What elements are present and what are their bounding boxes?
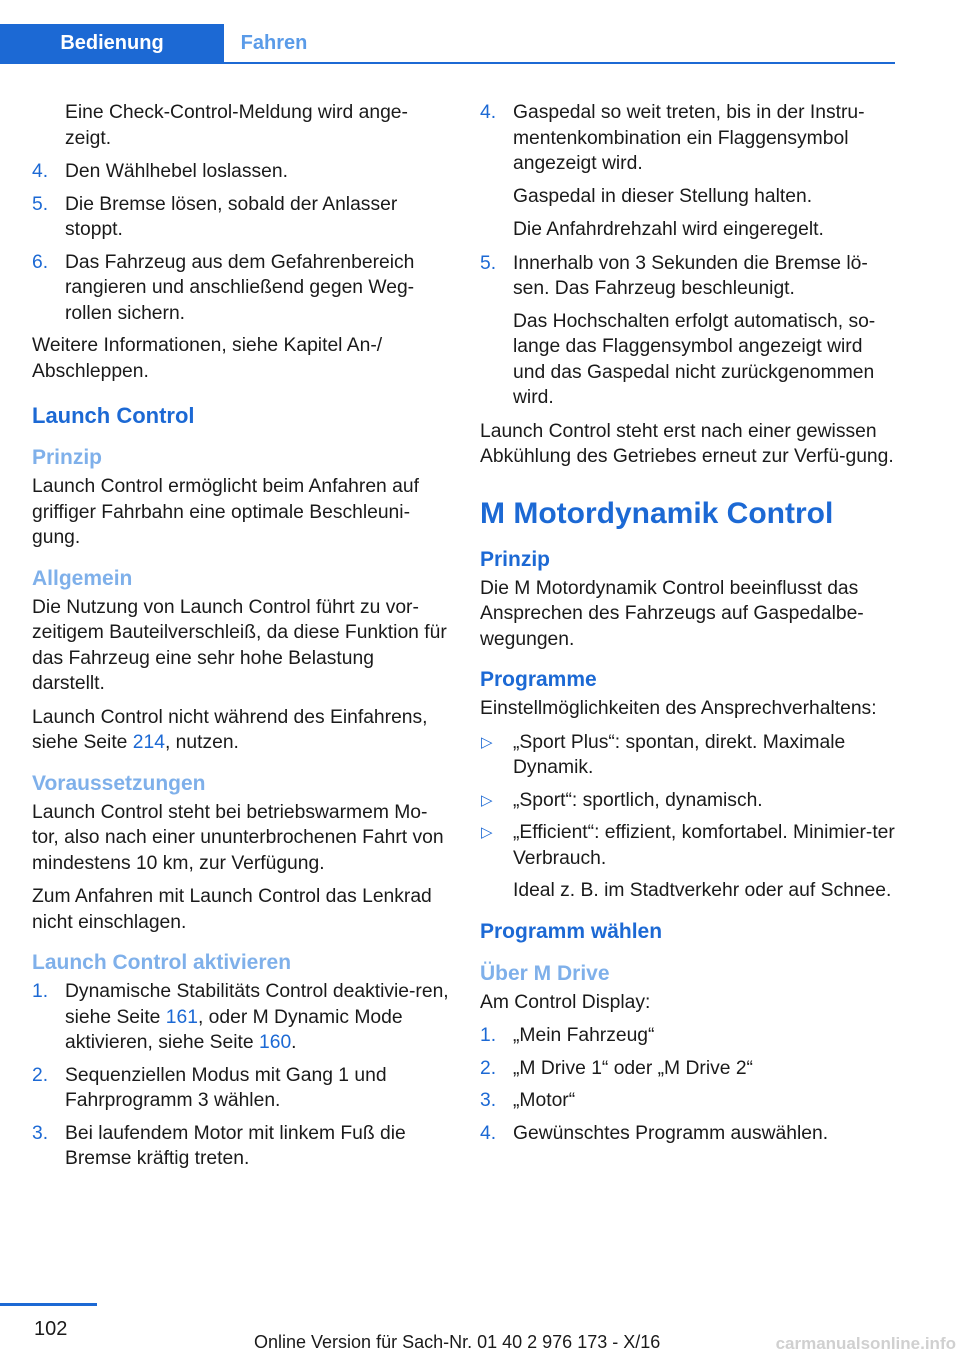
list-number: 3. [480, 1090, 497, 1111]
list-number: 3. [32, 1122, 49, 1144]
list-number: 6. [32, 251, 49, 273]
paragraph-more-info: Weitere Informationen, siehe Kapitel An-/ Abschleppen. [32, 335, 383, 382]
footer-version: Online Version für Sach-Nr. 01 40 2 976 173 - X/16 [254, 1332, 661, 1352]
heading-launch-control: Launch Control [32, 403, 195, 428]
continuation-text: Eine Check-Control-Meldung wird ange-zeigt. [65, 102, 408, 149]
tab-bedienung[interactable]: Bedienung [0, 24, 224, 62]
footer-rule [0, 1303, 97, 1306]
page-link-160[interactable]: 160 [259, 1032, 292, 1053]
text: . [291, 1032, 297, 1053]
list-text: Innerhalb von 3 Sekunden die Bremse lö-sen. Das Fahrzeug beschleunigt. [513, 252, 868, 299]
paragraph-abkuehlung: Launch Control steht erst nach einer gewissen Abkühlung des Getriebes erneut zur Verfü-gung. [480, 420, 894, 467]
list-number: 1. [32, 981, 49, 1002]
paragraph-voraussetzungen-1: Launch Control steht bei betriebswarmem Mo-tor, also nach einer ununterbrochenen Fahrt von mindestens 10 km, zur Verfügung. [32, 801, 444, 874]
bullet-item [480, 820, 896, 871]
heading-m-motordynamik-control: M Motordynamik Control [480, 496, 834, 530]
heading-launch-control-aktivieren: Launch Control aktivieren [32, 951, 292, 974]
section-tab-bar [0, 24, 895, 64]
list-number: 5. [32, 193, 49, 215]
page-link-214[interactable]: 214 [132, 732, 165, 753]
heading-ueber-m-drive: Über M Drive [480, 961, 610, 985]
list-number: 2. [32, 1064, 49, 1086]
list-text: Bei laufendem Motor mit linkem Fuß die Bremse kräftig treten. [65, 1122, 406, 1169]
bullet-item [480, 788, 896, 814]
list-item [32, 250, 450, 327]
list-text: Den Wählhebel loslassen. [65, 161, 288, 182]
heading-programme: Programme [480, 668, 597, 691]
paragraph-allgemein: Die Nutzung von Launch Control führt zu vor-zeitigem Bauteilverschleiß, da diese Funktion für das Fahrzeug eine sehr hohe Belastung darstellt. [32, 596, 447, 694]
list-number: 4. [32, 161, 49, 182]
list-item [480, 100, 896, 177]
continuation-text: Das Hochschalten erfolgt automatisch, so-lange das Flaggensymbol angezeigt wird und das Gaspedal nicht zurückgenommen wird. [513, 310, 876, 408]
list-item [480, 1056, 896, 1082]
text: , oder M Dynamic Mode aktivieren, siehe Seite [65, 1006, 403, 1053]
paragraph-einfahren [32, 705, 450, 756]
continuation-text: Die Anfahrdrehzahl wird eingeregelt. [513, 219, 824, 240]
list-item [480, 1121, 896, 1147]
list-number: 2. [480, 1057, 497, 1079]
paragraph-voraussetzungen-2: Zum Anfahren mit Launch Control das Lenkrad nicht einschlagen. [32, 886, 432, 933]
list-text: „Motor“ [513, 1090, 576, 1111]
paragraph-prinzip: Launch Control ermöglicht beim Anfahren auf griffiger Fahrbahn eine optimale Beschleuni-gung. [32, 476, 419, 548]
list-text: „M Drive 1“ oder „M Drive 2“ [513, 1057, 753, 1079]
list-item [32, 159, 450, 185]
continuation-text: Ideal z. B. im Stadtverkehr oder auf Schnee. [513, 880, 892, 901]
watermark: carmanualsonline.info [775, 1334, 956, 1353]
list-number: 4. [480, 1122, 497, 1144]
heading-programm-waehlen: Programm wählen [480, 919, 663, 943]
bullet-item [480, 730, 896, 781]
page-number: 102 [34, 1318, 68, 1340]
bullet-text: „Sport Plus“: spontan, direkt. Maximale Dynamik. [513, 731, 846, 778]
bullet-text: „Sport“: sportlich, dynamisch. [513, 789, 763, 811]
list-text: Das Fahrzeug aus dem Gefahrenbereich rangieren und anschließend gegen Weg-rollen sichern. [65, 251, 415, 324]
triangle-bullet-icon: ▷ [481, 791, 493, 809]
list-item [480, 251, 896, 302]
list-item [32, 192, 450, 243]
list-item [32, 1063, 450, 1114]
heading-allgemein: Allgemein [32, 566, 133, 590]
bullet-text: „Efficient“: effizient, komfortabel. Minimier-ter Verbrauch. [513, 822, 895, 869]
triangle-bullet-icon: ▷ [481, 824, 493, 841]
text: Dynamische Stabilitäts Control deaktivie-ren, siehe Seite [65, 981, 449, 1028]
heading-prinzip: Prinzip [480, 547, 551, 571]
continuation-text: Gaspedal in dieser Stellung halten. [513, 185, 813, 207]
heading-voraussetzungen: Voraussetzungen [32, 771, 206, 795]
heading-prinzip: Prinzip [32, 446, 103, 469]
list-number: 5. [480, 252, 497, 274]
paragraph-control-display: Am Control Display: [480, 991, 651, 1013]
list-number: 1. [480, 1025, 497, 1046]
list-item [480, 1023, 896, 1049]
list-text: „Mein Fahrzeug“ [513, 1025, 655, 1046]
list-text: Gewünschtes Programm auswählen. [513, 1122, 829, 1144]
paragraph-programme: Einstellmöglichkeiten des Ansprechverhaltens: [480, 698, 877, 719]
paragraph-prinzip: Die M Motordynamik Control beeinflusst das Ansprechen des Fahrzeugs auf Gaspedalbe-wegungen. [480, 577, 864, 650]
list-text: Die Bremse lösen, sobald der Anlasser stoppt. [65, 193, 398, 240]
triangle-bullet-icon: ▷ [481, 733, 493, 751]
list-item [32, 979, 450, 1056]
list-text: Gaspedal so weit treten, bis in der Instru-mentenkombination ein Flaggensymbol angezeigt wird. [513, 102, 865, 174]
list-number: 4. [480, 102, 497, 123]
page-link-161[interactable]: 161 [165, 1006, 198, 1028]
text: Launch Control nicht während des Einfahrens, siehe Seite [32, 706, 428, 753]
list-item [32, 1121, 450, 1172]
tab-fahren[interactable]: Fahren [240, 31, 308, 54]
list-text: Sequenziellen Modus mit Gang 1 und Fahrprogramm 3 wählen. [65, 1064, 387, 1111]
right-column [480, 100, 896, 1153]
list-item [480, 1088, 896, 1114]
left-column [32, 100, 450, 1179]
text: , nutzen. [164, 732, 239, 753]
